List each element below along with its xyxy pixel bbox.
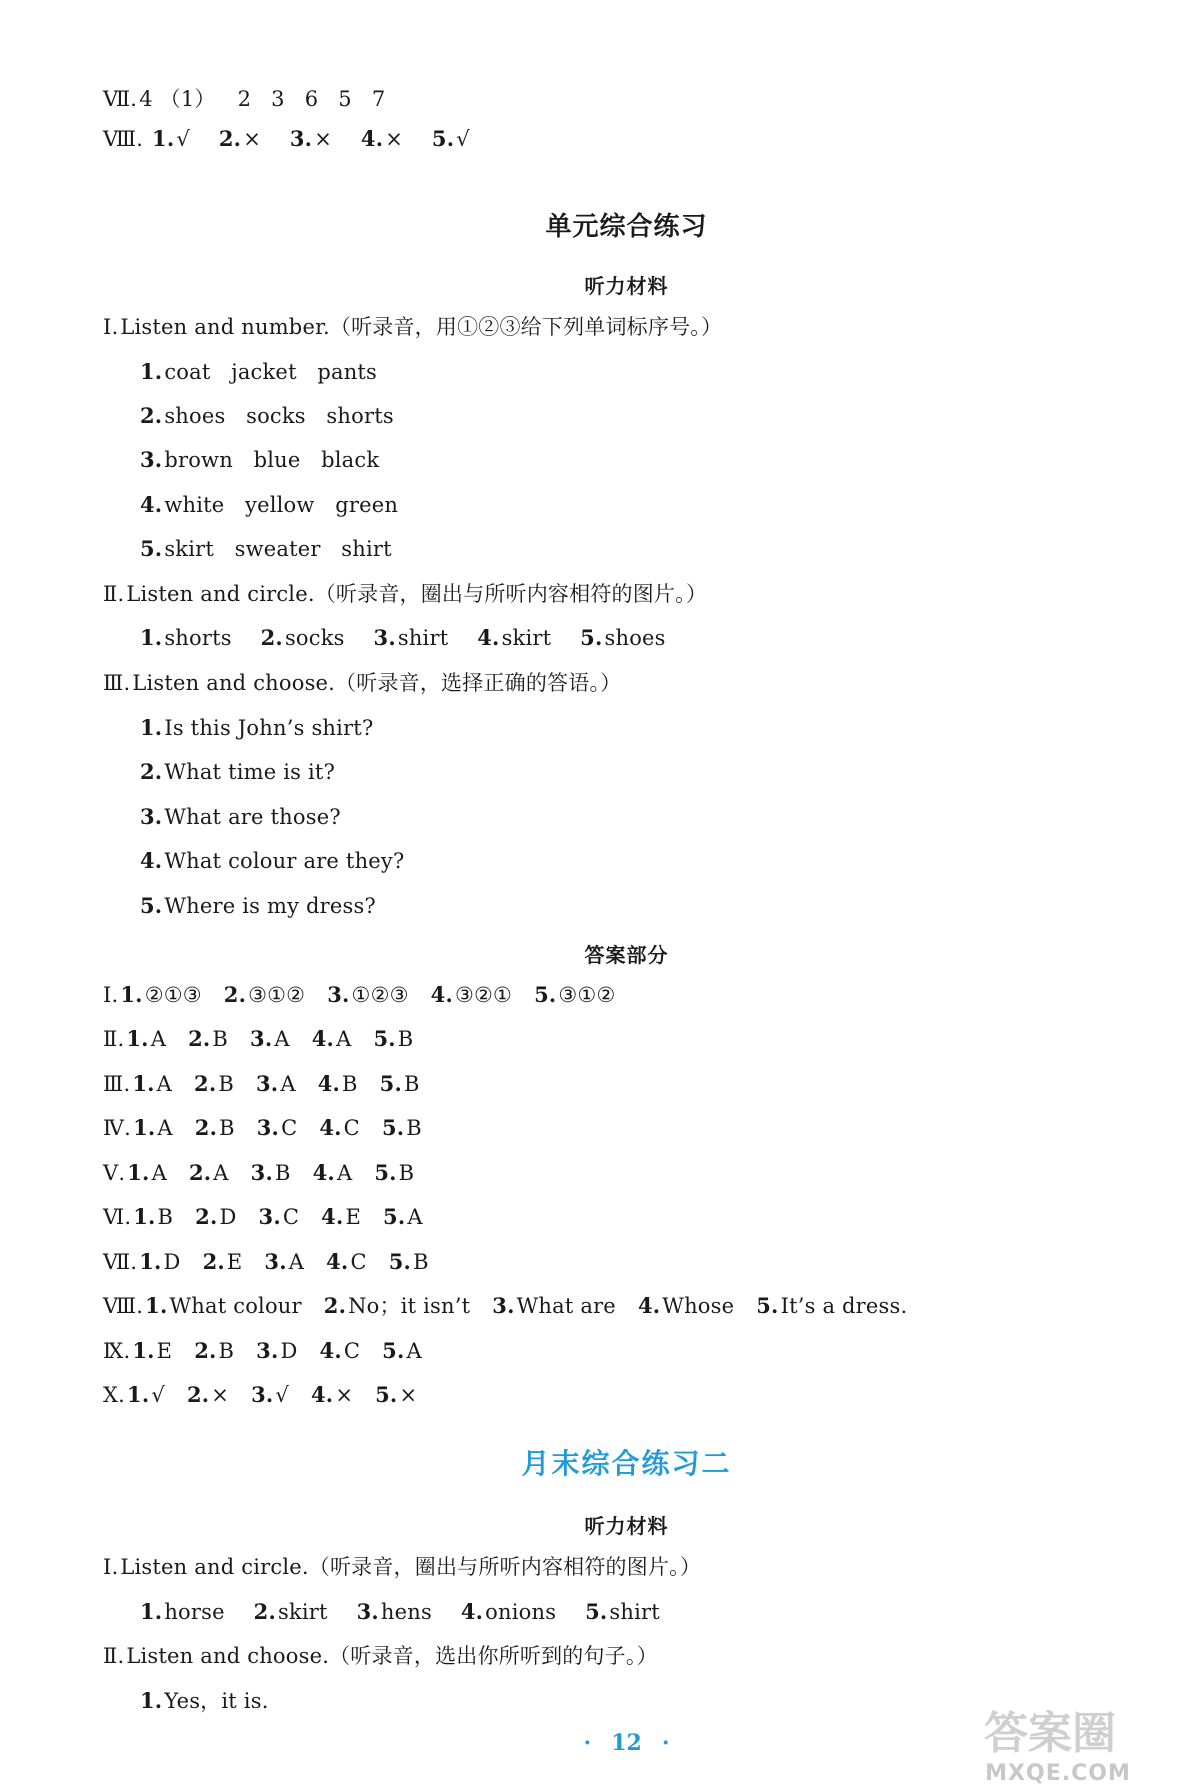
answer-item: 5.A bbox=[382, 1338, 422, 1363]
page-number: · 12 · bbox=[583, 1730, 670, 1756]
answer-item: 4.C bbox=[319, 1115, 360, 1140]
answer-row: Ⅷ.1.What colour 2.No；it isn’t 3.What are 4.Whose 5.It’s a dress. bbox=[103, 1293, 908, 1318]
section-3-heading: Ⅲ.Listen and choose.（听录音，选择正确的答语。） bbox=[103, 671, 622, 695]
answer-item: 2.③①② bbox=[223, 982, 306, 1007]
list-item: 1.Yes，it is. bbox=[140, 1688, 269, 1713]
answer-item: 2.× bbox=[186, 1382, 230, 1407]
section-2-heading: Ⅱ.Listen and circle.（听录音，圈出与所听内容相符的图片。） bbox=[103, 582, 708, 606]
answer-item: 1.What colour bbox=[145, 1293, 302, 1318]
list-item: 1.shorts 2.socks 3.shirt 4.skirt 5.shoes bbox=[140, 625, 666, 650]
answer-item: 4.Whose bbox=[637, 1293, 735, 1318]
answer-item: 4.A bbox=[311, 1026, 352, 1051]
answer-item: 3.①②③ bbox=[327, 982, 409, 1007]
answer-item: 5.③①② bbox=[534, 982, 616, 1007]
answer-row: Ⅶ.1.D 2.E 3.A 4.C 5.B bbox=[103, 1249, 429, 1274]
answer-item: 4.E bbox=[321, 1204, 362, 1229]
list-item: 3.What are those? bbox=[140, 804, 341, 829]
list-item: 5.Where is my dress? bbox=[140, 893, 376, 918]
answer-item: 4.C bbox=[326, 1249, 367, 1274]
list-item: 1.Is this John’s shirt? bbox=[140, 715, 374, 740]
list-item: 5.skirt sweater shirt bbox=[140, 536, 392, 561]
answer-item: 4.× bbox=[311, 1382, 354, 1407]
answer-item: 2.D bbox=[195, 1204, 237, 1229]
month-section-1-heading: Ⅰ.Listen and circle.（听录音，圈出与所听内容相符的图片。） bbox=[103, 1555, 702, 1579]
answer-item: 5.B bbox=[374, 1160, 415, 1185]
answer-row: Ⅹ.1.√ 2.× 3.√ 4.× 5.× bbox=[103, 1382, 418, 1407]
listening-heading: 听力材料 bbox=[584, 274, 669, 298]
answer-row: Ⅴ.1.A 2.A 3.B 4.A 5.B bbox=[103, 1160, 415, 1185]
answer-item: 2.No；it isn’t bbox=[323, 1293, 471, 1318]
list-item: 3.brown blue black bbox=[140, 447, 380, 472]
answer-row: Ⅳ.1.A 2.B 3.C 4.C 5.B bbox=[103, 1115, 422, 1140]
listening-heading-2: 听力材料 bbox=[584, 1514, 669, 1538]
answer-item: 1.A bbox=[133, 1115, 173, 1140]
answer-item: 3.D bbox=[256, 1338, 298, 1363]
answer-item: 3.What are bbox=[492, 1293, 616, 1318]
answer-item: 1.A bbox=[127, 1160, 167, 1185]
answer-item: 2.A bbox=[188, 1160, 229, 1185]
answer-item: 1.E bbox=[132, 1338, 173, 1363]
list-item: 2.shoes socks shorts bbox=[140, 403, 394, 428]
answer-row: Ⅸ.1.E 2.B 3.D 4.C 5.A bbox=[103, 1338, 422, 1363]
list-item: 4.What colour are they? bbox=[140, 848, 405, 873]
answer-item: 4.③②① bbox=[430, 982, 513, 1007]
answer-item: 3.√ bbox=[251, 1382, 289, 1407]
answer-item: 5.It’s a dress. bbox=[756, 1293, 908, 1318]
answer-item: 2.B bbox=[194, 1115, 235, 1140]
answer-item: 3.A bbox=[264, 1249, 305, 1274]
answer-item: 4.A bbox=[312, 1160, 353, 1185]
section-1-heading: Ⅰ.Listen and number.（听录音，用①②③给下列单词标序号。） bbox=[103, 315, 723, 339]
answer-item: 1.A bbox=[132, 1071, 173, 1096]
top-line-8: Ⅷ. 1.√ 2.× 3.× 4.× 5.√ bbox=[103, 126, 470, 151]
answer-heading: 答案部分 bbox=[584, 943, 669, 967]
answer-item: 5.× bbox=[375, 1382, 418, 1407]
unit-title: 单元综合练习 bbox=[545, 212, 708, 242]
answer-item: 4.C bbox=[319, 1338, 361, 1363]
watermark-text: 答案圈 bbox=[984, 1708, 1116, 1759]
watermark-logo bbox=[940, 1700, 1165, 1785]
answer-row: Ⅲ.1.A 2.B 3.A 4.B 5.B bbox=[103, 1071, 420, 1096]
answer-item: 1.A bbox=[126, 1026, 167, 1051]
top-line-7: Ⅶ.4 （1） 2 3 6 5 7 bbox=[103, 87, 386, 111]
answer-item: 2.E bbox=[202, 1249, 243, 1274]
answer-row: Ⅵ.1.B 2.D 3.C 4.E 5.A bbox=[103, 1204, 423, 1229]
answer-row: Ⅰ.1.②①③ 2.③①② 3.①②③ 4.③②① 5.③①② bbox=[103, 982, 616, 1007]
answer-item: 3.C bbox=[258, 1204, 300, 1229]
answer-row: Ⅱ.1.A 2.B 3.A 4.A 5.B bbox=[103, 1026, 414, 1051]
month-section-2-heading: Ⅱ.Listen and choose.（听录音，选出你所听到的句子。） bbox=[103, 1644, 658, 1668]
watermark-sub: MXQE.COM bbox=[985, 1761, 1131, 1785]
answer-item: 5.A bbox=[383, 1204, 423, 1229]
answer-item: 2.B bbox=[188, 1026, 229, 1051]
month-title: 月末综合练习二 bbox=[521, 1447, 732, 1480]
answer-item: 5.B bbox=[388, 1249, 429, 1274]
answer-item: 3.B bbox=[250, 1160, 291, 1185]
list-item: 1.horse 2.skirt 3.hens 4.onions 5.shirt bbox=[140, 1599, 660, 1624]
answer-item: 4.B bbox=[317, 1071, 358, 1096]
answer-item: 2.B bbox=[194, 1338, 235, 1363]
answer-item: 5.B bbox=[381, 1115, 422, 1140]
answer-item: 1.D bbox=[139, 1249, 181, 1274]
roman-numeral: Ⅶ. bbox=[103, 87, 138, 111]
answer-item: 1.②①③ bbox=[120, 982, 202, 1007]
answer-item: 3.A bbox=[256, 1071, 296, 1096]
list-item: 4.white yellow green bbox=[140, 492, 399, 517]
answer-item: 5.B bbox=[379, 1071, 420, 1096]
answer-item: 5.B bbox=[373, 1026, 414, 1051]
answer-item: 3.C bbox=[256, 1115, 298, 1140]
answer-item: 3.A bbox=[250, 1026, 290, 1051]
answer-item: 1.B bbox=[133, 1204, 174, 1229]
answer-item: 1.√ bbox=[127, 1382, 165, 1407]
list-item: 2.What time is it? bbox=[140, 759, 336, 784]
answer-item: 2.B bbox=[194, 1071, 234, 1096]
list-item: 1.coat jacket pants bbox=[140, 359, 378, 384]
